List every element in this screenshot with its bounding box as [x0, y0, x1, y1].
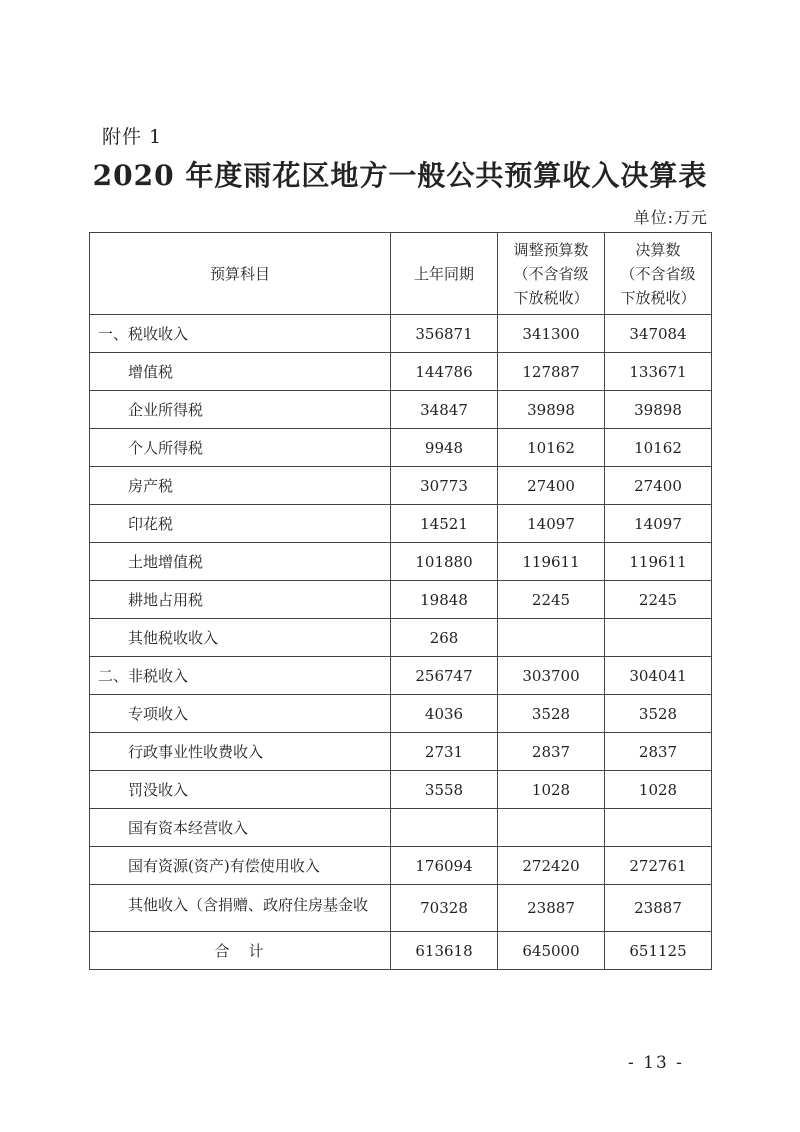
row-final: 23887: [605, 885, 712, 932]
header-budget-item: 预算科目: [90, 233, 391, 315]
header-previous-year: 上年同期: [391, 233, 498, 315]
row-item: 二、非税收入: [90, 657, 391, 695]
budget-table: [89, 232, 712, 970]
row-final: 304041: [605, 657, 712, 695]
row-final: [605, 619, 712, 657]
row-final: 347084: [605, 315, 712, 353]
row-prev: 144786: [391, 353, 498, 391]
row-item: 其他收入（含捐赠、政府住房基金收: [90, 885, 391, 932]
row-prev: 101880: [391, 543, 498, 581]
table-row: [90, 657, 712, 695]
attachment-label: 附件 1: [102, 126, 163, 148]
row-final: [605, 809, 712, 847]
header-adjusted-budget: [498, 233, 605, 315]
row-final: 3528: [605, 695, 712, 733]
row-prev: 356871: [391, 315, 498, 353]
row-prev: 14521: [391, 505, 498, 543]
table-row: [90, 847, 712, 885]
row-item: 企业所得税: [90, 391, 391, 429]
table-total-row: [90, 932, 712, 970]
row-adjusted: 2245: [498, 581, 605, 619]
row-adjusted: 10162: [498, 429, 605, 467]
row-item: 其他税收收入: [90, 619, 391, 657]
row-final: 2245: [605, 581, 712, 619]
header-final-line-2: （不含省级: [620, 264, 696, 283]
table-row: [90, 467, 712, 505]
page-number: - 13 -: [628, 1053, 684, 1073]
row-prev: 268: [391, 619, 498, 657]
row-item: 印花税: [90, 505, 391, 543]
row-adjusted: 2837: [498, 733, 605, 771]
row-item: 国有资源(资产)有偿使用收入: [90, 847, 391, 885]
table-row: [90, 809, 712, 847]
table-row: [90, 733, 712, 771]
table-row: [90, 429, 712, 467]
header-adjusted-line-1: 调整预算数: [513, 240, 589, 259]
row-item: 土地增值税: [90, 543, 391, 581]
row-prev: 2731: [391, 733, 498, 771]
row-adjusted: 119611: [498, 543, 605, 581]
table-header-row: [90, 233, 712, 315]
row-final: 119611: [605, 543, 712, 581]
header-final-accounts: [605, 233, 712, 315]
row-prev: 256747: [391, 657, 498, 695]
row-item: 一、税收收入: [90, 315, 391, 353]
row-item: 行政事业性收费收入: [90, 733, 391, 771]
row-final: 133671: [605, 353, 712, 391]
table-row: [90, 695, 712, 733]
row-item: 耕地占用税: [90, 581, 391, 619]
row-adjusted: 1028: [498, 771, 605, 809]
header-final-line-1: 决算数: [635, 240, 681, 259]
table-row: [90, 315, 712, 353]
row-final: 39898: [605, 391, 712, 429]
row-final: 272761: [605, 847, 712, 885]
total-adjusted: 645000: [498, 932, 605, 970]
row-item: 个人所得税: [90, 429, 391, 467]
total-final: 651125: [605, 932, 712, 970]
header-final-line-3: 下放税收）: [620, 288, 696, 307]
row-item: 专项收入: [90, 695, 391, 733]
row-adjusted: 14097: [498, 505, 605, 543]
row-prev: 9948: [391, 429, 498, 467]
header-adjusted-line-2: （不含省级: [513, 264, 589, 283]
table-row: [90, 771, 712, 809]
row-final: 27400: [605, 467, 712, 505]
row-item: 房产税: [90, 467, 391, 505]
unit-label: 单位:万元: [633, 208, 708, 227]
row-prev: 176094: [391, 847, 498, 885]
row-final: 14097: [605, 505, 712, 543]
row-prev: 3558: [391, 771, 498, 809]
row-item: 罚没收入: [90, 771, 391, 809]
row-adjusted: 3528: [498, 695, 605, 733]
row-adjusted: 39898: [498, 391, 605, 429]
table-row: [90, 581, 712, 619]
row-prev: 19848: [391, 581, 498, 619]
row-adjusted: [498, 809, 605, 847]
row-adjusted: 341300: [498, 315, 605, 353]
table-row: [90, 353, 712, 391]
row-adjusted: 127887: [498, 353, 605, 391]
row-adjusted: 272420: [498, 847, 605, 885]
document-title: 2020 年度雨花区地方一般公共预算收入决算表: [92, 159, 708, 192]
total-prev: 613618: [391, 932, 498, 970]
table-row: [90, 505, 712, 543]
row-adjusted: 23887: [498, 885, 605, 932]
table-row: [90, 543, 712, 581]
row-item: 国有资本经营收入: [90, 809, 391, 847]
row-prev: 70328: [391, 885, 498, 932]
row-prev: 4036: [391, 695, 498, 733]
row-final: 2837: [605, 733, 712, 771]
row-adjusted: 303700: [498, 657, 605, 695]
table-row: [90, 391, 712, 429]
row-adjusted: [498, 619, 605, 657]
row-adjusted: 27400: [498, 467, 605, 505]
row-prev: [391, 809, 498, 847]
row-item: 增值税: [90, 353, 391, 391]
table-row: [90, 885, 712, 932]
row-prev: 34847: [391, 391, 498, 429]
header-adjusted-line-3: 下放税收）: [513, 288, 589, 307]
row-final: 10162: [605, 429, 712, 467]
row-prev: 30773: [391, 467, 498, 505]
total-label: 合 计: [90, 932, 391, 970]
table-row: [90, 619, 712, 657]
row-final: 1028: [605, 771, 712, 809]
